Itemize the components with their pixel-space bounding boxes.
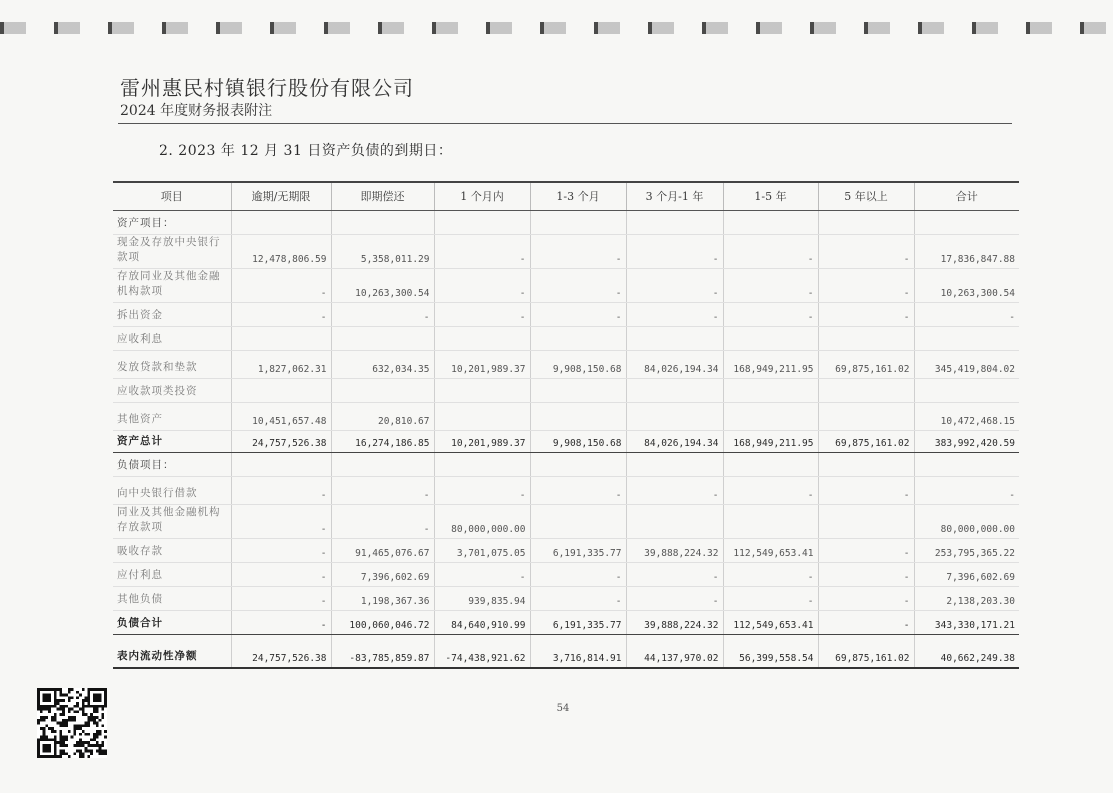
table-cell: -83,785,859.87 [331, 634, 434, 668]
table-cell: 345,419,804.02 [914, 350, 1019, 378]
column-header: 即期偿还 [331, 182, 434, 210]
table-cell: - [723, 476, 818, 504]
table-cell: 1,827,062.31 [231, 350, 331, 378]
row-label: 吸收存款 [113, 538, 231, 562]
table-cell: - [530, 234, 626, 268]
table-cell: 80,000,000.00 [434, 504, 530, 538]
punch-mark [1026, 22, 1052, 34]
table-row [113, 538, 1019, 562]
table-row [113, 586, 1019, 610]
row-label: 负债项目： [113, 452, 231, 476]
table-cell: - [914, 476, 1019, 504]
table-cell: - [231, 302, 331, 326]
company-name: 雷州惠民村镇银行股份有限公司 [120, 76, 414, 100]
row-label: 应收利息 [113, 326, 231, 350]
column-header: 3 个月-1 年 [626, 182, 723, 210]
table-cell: 39,888,224.32 [626, 610, 723, 634]
table-cell [331, 378, 434, 402]
table-cell [331, 326, 434, 350]
table-cell: 168,949,211.95 [723, 430, 818, 452]
table-row [113, 378, 1019, 402]
table-cell [231, 326, 331, 350]
table-cell: 10,263,300.54 [331, 268, 434, 302]
row-label: 应付利息 [113, 562, 231, 586]
table-cell: 3,701,075.05 [434, 538, 530, 562]
table-cell: 24,757,526.38 [231, 634, 331, 668]
table-cell [626, 402, 723, 430]
punch-mark [270, 22, 296, 34]
table-cell [434, 326, 530, 350]
report-title: 2024 年度财务报表附注 [120, 103, 273, 119]
table-cell: - [626, 302, 723, 326]
punch-hole-marks [0, 22, 1113, 36]
punch-mark [108, 22, 134, 34]
table-cell: 343,330,171.21 [914, 610, 1019, 634]
table-cell [818, 402, 914, 430]
row-label: 发放贷款和垫款 [113, 350, 231, 378]
table-cell [530, 210, 626, 234]
table-cell: - [231, 562, 331, 586]
punch-mark [972, 22, 998, 34]
table-cell: - [434, 268, 530, 302]
table-cell: 168,949,211.95 [723, 350, 818, 378]
table-cell: 20,810.67 [331, 402, 434, 430]
table-cell: - [331, 504, 434, 538]
row-label: 拆出资金 [113, 302, 231, 326]
table-cell: - [723, 562, 818, 586]
page-number: 54 [556, 703, 570, 714]
row-label: 同业及其他金融机构存放款项 [113, 504, 231, 538]
table-cell: - [530, 586, 626, 610]
qr-code-icon [37, 688, 107, 758]
table-cell: - [818, 610, 914, 634]
table-cell [626, 504, 723, 538]
table-cell: 383,992,420.59 [914, 430, 1019, 452]
punch-mark [756, 22, 782, 34]
table-cell: - [231, 504, 331, 538]
table-cell: 2,138,203.30 [914, 586, 1019, 610]
table-cell: 10,201,989.37 [434, 350, 530, 378]
table-cell [914, 378, 1019, 402]
table-cell: 100,060,046.72 [331, 610, 434, 634]
table-cell: - [434, 562, 530, 586]
table-cell: - [818, 586, 914, 610]
table-cell: - [723, 234, 818, 268]
table-cell [231, 210, 331, 234]
table-cell: - [723, 586, 818, 610]
column-header: 1 个月内 [434, 182, 530, 210]
table-cell: -74,438,921.62 [434, 634, 530, 668]
row-label: 资产总计 [113, 430, 231, 452]
punch-mark [594, 22, 620, 34]
table-cell: 44,137,970.02 [626, 634, 723, 668]
table-cell: - [626, 562, 723, 586]
table-cell: 5,358,011.29 [331, 234, 434, 268]
table-row [113, 504, 1019, 538]
table-cell: - [818, 234, 914, 268]
table-cell [818, 378, 914, 402]
table-cell: - [626, 268, 723, 302]
table-cell [530, 326, 626, 350]
table-cell: - [626, 586, 723, 610]
table-cell [331, 452, 434, 476]
table-row [113, 610, 1019, 634]
table-cell: 10,201,989.37 [434, 430, 530, 452]
table-cell: 3,716,814.91 [530, 634, 626, 668]
table-cell: - [723, 268, 818, 302]
punch-mark [486, 22, 512, 34]
table-header-row [113, 182, 1019, 210]
column-header: 项目 [113, 182, 231, 210]
table-cell: 12,478,806.59 [231, 234, 331, 268]
table-cell: - [331, 476, 434, 504]
table-cell: 17,836,847.88 [914, 234, 1019, 268]
punch-mark [216, 22, 242, 34]
table-cell [818, 504, 914, 538]
table-cell: 7,396,602.69 [914, 562, 1019, 586]
table-row [113, 476, 1019, 504]
table-cell: - [626, 234, 723, 268]
row-label: 应收款项类投资 [113, 378, 231, 402]
row-label: 负债合计 [113, 610, 231, 634]
table-cell [723, 452, 818, 476]
table-cell: 10,263,300.54 [914, 268, 1019, 302]
row-label: 其他负债 [113, 586, 231, 610]
table-cell: - [231, 538, 331, 562]
table-cell: - [914, 302, 1019, 326]
table-cell: 632,034.35 [331, 350, 434, 378]
table-cell [434, 452, 530, 476]
table-cell: 9,908,150.68 [530, 430, 626, 452]
punch-mark [324, 22, 350, 34]
table-cell: - [530, 562, 626, 586]
table-cell: - [818, 538, 914, 562]
table-row [113, 302, 1019, 326]
table-cell: - [818, 302, 914, 326]
punch-mark [810, 22, 836, 34]
table-cell [626, 326, 723, 350]
table-cell [914, 452, 1019, 476]
punch-mark [1080, 22, 1106, 34]
table-cell: - [818, 562, 914, 586]
table-row [113, 402, 1019, 430]
table-cell [434, 402, 530, 430]
punch-mark [540, 22, 566, 34]
table-cell [626, 452, 723, 476]
table-cell: - [818, 268, 914, 302]
table-cell: - [530, 302, 626, 326]
column-header: 合计 [914, 182, 1019, 210]
table-cell [914, 326, 1019, 350]
table-cell: - [530, 476, 626, 504]
table-cell: - [434, 302, 530, 326]
table-cell [231, 452, 331, 476]
punch-mark [918, 22, 944, 34]
row-label: 向中央银行借款 [113, 476, 231, 504]
table-cell: 24,757,526.38 [231, 430, 331, 452]
table-cell [818, 326, 914, 350]
table-cell: 112,549,653.41 [723, 538, 818, 562]
table-cell: 7,396,602.69 [331, 562, 434, 586]
table-cell: - [434, 234, 530, 268]
table-cell [914, 210, 1019, 234]
punch-mark [0, 22, 26, 34]
punch-mark [162, 22, 188, 34]
row-label: 存放同业及其他金融机构款项 [113, 268, 231, 302]
section-title: 2. 2023 年 12 月 31 日资产负债的到期日： [159, 143, 453, 159]
table-cell: 253,795,365.22 [914, 538, 1019, 562]
header-divider [118, 123, 1012, 124]
table-cell: - [331, 302, 434, 326]
row-label: 其他资产 [113, 402, 231, 430]
table-cell: - [530, 268, 626, 302]
table-cell [530, 378, 626, 402]
column-header: 1-5 年 [723, 182, 818, 210]
table-cell: 9,908,150.68 [530, 350, 626, 378]
punch-mark [432, 22, 458, 34]
column-header: 逾期/无期限 [231, 182, 331, 210]
table-cell [723, 326, 818, 350]
table-cell [818, 452, 914, 476]
table-row [113, 452, 1019, 476]
table-cell: - [231, 268, 331, 302]
table-cell: - [231, 610, 331, 634]
row-label: 表内流动性净额 [113, 634, 231, 668]
table-cell [723, 378, 818, 402]
table-cell: 6,191,335.77 [530, 610, 626, 634]
table-cell: 56,399,558.54 [723, 634, 818, 668]
table-cell: 80,000,000.00 [914, 504, 1019, 538]
table-cell [626, 378, 723, 402]
column-header: 5 年以上 [818, 182, 914, 210]
table-cell: 69,875,161.02 [818, 350, 914, 378]
table-cell: 84,640,910.99 [434, 610, 530, 634]
table-cell: - [818, 476, 914, 504]
table-cell: 84,026,194.34 [626, 430, 723, 452]
table-cell [530, 504, 626, 538]
table-cell [530, 452, 626, 476]
table-cell: 1,198,367.36 [331, 586, 434, 610]
table-cell: 10,472,468.15 [914, 402, 1019, 430]
table-cell: 69,875,161.02 [818, 430, 914, 452]
row-label: 现金及存放中央银行款项 [113, 234, 231, 268]
table-cell [723, 504, 818, 538]
table-row [113, 210, 1019, 234]
table-cell: 112,549,653.41 [723, 610, 818, 634]
table-cell [723, 210, 818, 234]
table-cell: 40,662,249.38 [914, 634, 1019, 668]
table-cell [723, 402, 818, 430]
table-row [113, 350, 1019, 378]
table-cell [231, 378, 331, 402]
table-row [113, 268, 1019, 302]
table-cell: 84,026,194.34 [626, 350, 723, 378]
row-label: 资产项目： [113, 210, 231, 234]
table-cell: 10,451,657.48 [231, 402, 331, 430]
punch-mark [378, 22, 404, 34]
table-cell [331, 210, 434, 234]
table-cell [434, 378, 530, 402]
maturity-table [113, 181, 1019, 669]
table-cell [530, 402, 626, 430]
punch-mark [54, 22, 80, 34]
table-cell: - [723, 302, 818, 326]
table-cell: 69,875,161.02 [818, 634, 914, 668]
table-cell [818, 210, 914, 234]
table-row [113, 430, 1019, 452]
table-cell: 16,274,186.85 [331, 430, 434, 452]
table-cell [434, 210, 530, 234]
punch-mark [864, 22, 890, 34]
table-cell: 939,835.94 [434, 586, 530, 610]
table-cell: - [626, 476, 723, 504]
punch-mark [648, 22, 674, 34]
column-header: 1-3 个月 [530, 182, 626, 210]
table-row [113, 234, 1019, 268]
table-cell: - [231, 586, 331, 610]
table-row [113, 634, 1019, 668]
table-row [113, 562, 1019, 586]
table-cell: - [231, 476, 331, 504]
punch-mark [702, 22, 728, 34]
table-cell: 91,465,076.67 [331, 538, 434, 562]
table-cell: - [434, 476, 530, 504]
table-cell: 6,191,335.77 [530, 538, 626, 562]
table-row [113, 326, 1019, 350]
table-cell [626, 210, 723, 234]
table-cell: 39,888,224.32 [626, 538, 723, 562]
